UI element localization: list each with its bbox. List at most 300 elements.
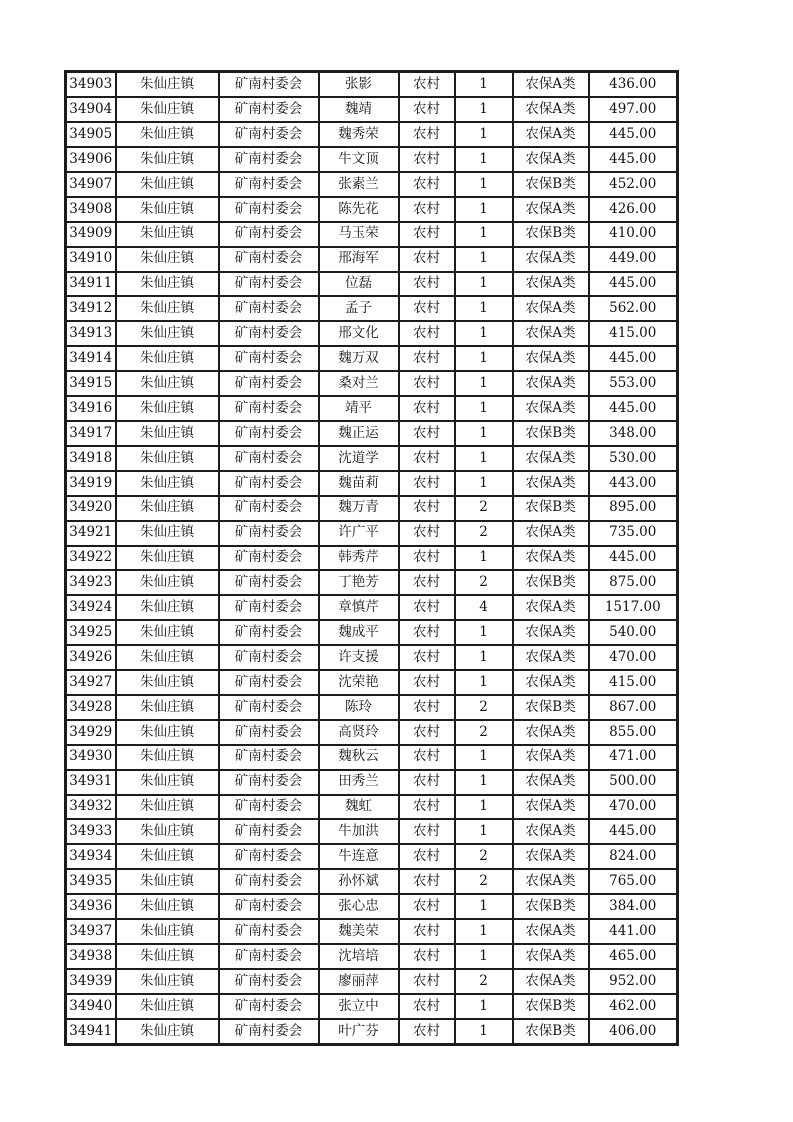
cell-serial-number: 34941 bbox=[66, 1019, 116, 1045]
cell-town: 朱仙庄镇 bbox=[116, 795, 219, 820]
cell-person-name: 孙怀斌 bbox=[319, 869, 399, 894]
cell-person-name: 张影 bbox=[319, 72, 399, 98]
cell-amount: 436.00 bbox=[589, 72, 678, 98]
cell-household-type: 农村 bbox=[399, 695, 455, 720]
cell-serial-number: 34927 bbox=[66, 670, 116, 695]
cell-household-type: 农村 bbox=[399, 1019, 455, 1045]
cell-person-count: 1 bbox=[455, 172, 513, 197]
cell-town: 朱仙庄镇 bbox=[116, 595, 219, 620]
cell-household-type: 农村 bbox=[399, 122, 455, 147]
cell-person-name: 牛连意 bbox=[319, 844, 399, 869]
cell-person-count: 1 bbox=[455, 272, 513, 297]
cell-insurance-category: 农保B类 bbox=[513, 994, 589, 1019]
cell-household-type: 农村 bbox=[399, 521, 455, 546]
cell-amount: 765.00 bbox=[589, 869, 678, 894]
cell-town: 朱仙庄镇 bbox=[116, 770, 219, 795]
cell-village-committee: 矿南村委会 bbox=[219, 1019, 319, 1045]
cell-household-type: 农村 bbox=[399, 620, 455, 645]
cell-person-name: 靖平 bbox=[319, 396, 399, 421]
cell-serial-number: 34903 bbox=[66, 72, 116, 98]
table-row bbox=[66, 595, 678, 620]
cell-amount: 445.00 bbox=[589, 272, 678, 297]
cell-village-committee: 矿南村委会 bbox=[219, 122, 319, 147]
cell-town: 朱仙庄镇 bbox=[116, 421, 219, 446]
cell-serial-number: 34905 bbox=[66, 122, 116, 147]
cell-serial-number: 34914 bbox=[66, 346, 116, 371]
cell-person-count: 1 bbox=[455, 795, 513, 820]
cell-person-count: 1 bbox=[455, 122, 513, 147]
cell-amount: 470.00 bbox=[589, 795, 678, 820]
cell-amount: 406.00 bbox=[589, 1019, 678, 1045]
cell-person-name: 许广平 bbox=[319, 521, 399, 546]
cell-person-count: 4 bbox=[455, 595, 513, 620]
cell-insurance-category: 农保A类 bbox=[513, 247, 589, 272]
table-row bbox=[66, 969, 678, 994]
cell-village-committee: 矿南村委会 bbox=[219, 869, 319, 894]
cell-amount: 855.00 bbox=[589, 720, 678, 745]
cell-person-count: 1 bbox=[455, 471, 513, 496]
cell-person-count: 1 bbox=[455, 97, 513, 122]
cell-insurance-category: 农保A类 bbox=[513, 944, 589, 969]
cell-town: 朱仙庄镇 bbox=[116, 321, 219, 346]
cell-household-type: 农村 bbox=[399, 296, 455, 321]
cell-village-committee: 矿南村委会 bbox=[219, 471, 319, 496]
table-row bbox=[66, 222, 678, 247]
cell-insurance-category: 农保A类 bbox=[513, 371, 589, 396]
cell-amount: 735.00 bbox=[589, 521, 678, 546]
cell-insurance-category: 农保A类 bbox=[513, 197, 589, 222]
cell-amount: 426.00 bbox=[589, 197, 678, 222]
cell-person-count: 1 bbox=[455, 396, 513, 421]
cell-person-count: 1 bbox=[455, 819, 513, 844]
cell-serial-number: 34925 bbox=[66, 620, 116, 645]
cell-person-count: 1 bbox=[455, 1019, 513, 1045]
insurance-roster-table bbox=[64, 70, 679, 1046]
cell-household-type: 农村 bbox=[399, 670, 455, 695]
cell-amount: 443.00 bbox=[589, 471, 678, 496]
cell-village-committee: 矿南村委会 bbox=[219, 770, 319, 795]
cell-person-count: 1 bbox=[455, 745, 513, 770]
cell-serial-number: 34932 bbox=[66, 795, 116, 820]
cell-serial-number: 34920 bbox=[66, 496, 116, 521]
cell-insurance-category: 农保A类 bbox=[513, 97, 589, 122]
cell-insurance-category: 农保A类 bbox=[513, 720, 589, 745]
cell-village-committee: 矿南村委会 bbox=[219, 570, 319, 595]
cell-person-name: 廖丽萍 bbox=[319, 969, 399, 994]
cell-serial-number: 34918 bbox=[66, 446, 116, 471]
cell-person-name: 魏苗莉 bbox=[319, 471, 399, 496]
cell-person-count: 1 bbox=[455, 994, 513, 1019]
cell-person-count: 2 bbox=[455, 969, 513, 994]
cell-insurance-category: 农保A类 bbox=[513, 595, 589, 620]
cell-serial-number: 34904 bbox=[66, 97, 116, 122]
cell-insurance-category: 农保A类 bbox=[513, 346, 589, 371]
cell-person-count: 1 bbox=[455, 222, 513, 247]
cell-person-count: 1 bbox=[455, 147, 513, 172]
cell-village-committee: 矿南村委会 bbox=[219, 496, 319, 521]
cell-amount: 562.00 bbox=[589, 296, 678, 321]
table-row bbox=[66, 1019, 678, 1045]
cell-insurance-category: 农保B类 bbox=[513, 894, 589, 919]
cell-household-type: 农村 bbox=[399, 471, 455, 496]
table-row bbox=[66, 371, 678, 396]
cell-household-type: 农村 bbox=[399, 546, 455, 571]
cell-town: 朱仙庄镇 bbox=[116, 546, 219, 571]
cell-amount: 348.00 bbox=[589, 421, 678, 446]
table-row bbox=[66, 844, 678, 869]
cell-person-name: 魏秋云 bbox=[319, 745, 399, 770]
cell-person-name: 章慎芹 bbox=[319, 595, 399, 620]
cell-person-count: 2 bbox=[455, 869, 513, 894]
cell-household-type: 农村 bbox=[399, 745, 455, 770]
cell-serial-number: 34911 bbox=[66, 272, 116, 297]
table-row bbox=[66, 869, 678, 894]
cell-town: 朱仙庄镇 bbox=[116, 570, 219, 595]
cell-household-type: 农村 bbox=[399, 272, 455, 297]
cell-amount: 415.00 bbox=[589, 670, 678, 695]
table-row bbox=[66, 321, 678, 346]
table-row bbox=[66, 695, 678, 720]
cell-serial-number: 34938 bbox=[66, 944, 116, 969]
cell-village-committee: 矿南村委会 bbox=[219, 346, 319, 371]
cell-village-committee: 矿南村委会 bbox=[219, 296, 319, 321]
cell-person-count: 1 bbox=[455, 197, 513, 222]
cell-serial-number: 34922 bbox=[66, 546, 116, 571]
cell-insurance-category: 农保A类 bbox=[513, 546, 589, 571]
cell-insurance-category: 农保A类 bbox=[513, 969, 589, 994]
cell-village-committee: 矿南村委会 bbox=[219, 795, 319, 820]
cell-person-count: 1 bbox=[455, 371, 513, 396]
cell-town: 朱仙庄镇 bbox=[116, 695, 219, 720]
cell-amount: 553.00 bbox=[589, 371, 678, 396]
cell-village-committee: 矿南村委会 bbox=[219, 919, 319, 944]
table-row bbox=[66, 197, 678, 222]
cell-serial-number: 34913 bbox=[66, 321, 116, 346]
table-row bbox=[66, 346, 678, 371]
cell-person-name: 位磊 bbox=[319, 272, 399, 297]
table-row bbox=[66, 471, 678, 496]
cell-household-type: 农村 bbox=[399, 795, 455, 820]
table-row bbox=[66, 272, 678, 297]
cell-town: 朱仙庄镇 bbox=[116, 745, 219, 770]
cell-insurance-category: 农保A类 bbox=[513, 122, 589, 147]
cell-insurance-category: 农保A类 bbox=[513, 819, 589, 844]
cell-person-name: 魏靖 bbox=[319, 97, 399, 122]
cell-amount: 445.00 bbox=[589, 819, 678, 844]
cell-amount: 465.00 bbox=[589, 944, 678, 969]
cell-amount: 445.00 bbox=[589, 396, 678, 421]
cell-person-count: 2 bbox=[455, 720, 513, 745]
cell-town: 朱仙庄镇 bbox=[116, 620, 219, 645]
cell-town: 朱仙庄镇 bbox=[116, 371, 219, 396]
table-row bbox=[66, 994, 678, 1019]
cell-amount: 1517.00 bbox=[589, 595, 678, 620]
cell-serial-number: 34908 bbox=[66, 197, 116, 222]
cell-insurance-category: 农保A类 bbox=[513, 72, 589, 98]
cell-town: 朱仙庄镇 bbox=[116, 720, 219, 745]
cell-village-committee: 矿南村委会 bbox=[219, 272, 319, 297]
cell-village-committee: 矿南村委会 bbox=[219, 546, 319, 571]
cell-town: 朱仙庄镇 bbox=[116, 122, 219, 147]
cell-amount: 415.00 bbox=[589, 321, 678, 346]
cell-serial-number: 34910 bbox=[66, 247, 116, 272]
cell-serial-number: 34915 bbox=[66, 371, 116, 396]
cell-village-committee: 矿南村委会 bbox=[219, 97, 319, 122]
cell-amount: 410.00 bbox=[589, 222, 678, 247]
cell-amount: 867.00 bbox=[589, 695, 678, 720]
cell-person-name: 张心忠 bbox=[319, 894, 399, 919]
cell-serial-number: 34906 bbox=[66, 147, 116, 172]
cell-village-committee: 矿南村委会 bbox=[219, 969, 319, 994]
cell-amount: 470.00 bbox=[589, 645, 678, 670]
cell-person-name: 沈道学 bbox=[319, 446, 399, 471]
cell-town: 朱仙庄镇 bbox=[116, 894, 219, 919]
table-row bbox=[66, 795, 678, 820]
cell-insurance-category: 农保A类 bbox=[513, 919, 589, 944]
cell-village-committee: 矿南村委会 bbox=[219, 421, 319, 446]
cell-amount: 449.00 bbox=[589, 247, 678, 272]
cell-serial-number: 34930 bbox=[66, 745, 116, 770]
cell-serial-number: 34923 bbox=[66, 570, 116, 595]
cell-amount: 462.00 bbox=[589, 994, 678, 1019]
cell-amount: 384.00 bbox=[589, 894, 678, 919]
cell-person-count: 2 bbox=[455, 844, 513, 869]
table-body bbox=[66, 72, 678, 1045]
cell-person-name: 魏虹 bbox=[319, 795, 399, 820]
table-row bbox=[66, 296, 678, 321]
cell-person-count: 1 bbox=[455, 296, 513, 321]
cell-person-count: 1 bbox=[455, 919, 513, 944]
cell-insurance-category: 农保A类 bbox=[513, 147, 589, 172]
cell-household-type: 农村 bbox=[399, 844, 455, 869]
cell-amount: 875.00 bbox=[589, 570, 678, 595]
cell-person-name: 马玉荣 bbox=[319, 222, 399, 247]
cell-town: 朱仙庄镇 bbox=[116, 919, 219, 944]
cell-town: 朱仙庄镇 bbox=[116, 272, 219, 297]
cell-town: 朱仙庄镇 bbox=[116, 844, 219, 869]
cell-town: 朱仙庄镇 bbox=[116, 222, 219, 247]
cell-household-type: 农村 bbox=[399, 346, 455, 371]
table-row bbox=[66, 670, 678, 695]
cell-amount: 497.00 bbox=[589, 97, 678, 122]
cell-insurance-category: 农保B类 bbox=[513, 222, 589, 247]
cell-town: 朱仙庄镇 bbox=[116, 819, 219, 844]
cell-person-name: 丁艳芳 bbox=[319, 570, 399, 595]
cell-household-type: 农村 bbox=[399, 321, 455, 346]
cell-person-name: 高贤玲 bbox=[319, 720, 399, 745]
cell-insurance-category: 农保A类 bbox=[513, 795, 589, 820]
cell-town: 朱仙庄镇 bbox=[116, 471, 219, 496]
cell-village-committee: 矿南村委会 bbox=[219, 321, 319, 346]
cell-insurance-category: 农保A类 bbox=[513, 321, 589, 346]
cell-village-committee: 矿南村委会 bbox=[219, 247, 319, 272]
cell-insurance-category: 农保B类 bbox=[513, 695, 589, 720]
table-row bbox=[66, 72, 678, 98]
table-row bbox=[66, 172, 678, 197]
cell-amount: 441.00 bbox=[589, 919, 678, 944]
table-row bbox=[66, 446, 678, 471]
cell-household-type: 农村 bbox=[399, 197, 455, 222]
cell-town: 朱仙庄镇 bbox=[116, 396, 219, 421]
cell-amount: 445.00 bbox=[589, 147, 678, 172]
cell-person-count: 1 bbox=[455, 894, 513, 919]
cell-person-count: 1 bbox=[455, 670, 513, 695]
cell-insurance-category: 农保A类 bbox=[513, 471, 589, 496]
cell-amount: 530.00 bbox=[589, 446, 678, 471]
cell-town: 朱仙庄镇 bbox=[116, 670, 219, 695]
cell-village-committee: 矿南村委会 bbox=[219, 745, 319, 770]
cell-household-type: 农村 bbox=[399, 222, 455, 247]
cell-amount: 500.00 bbox=[589, 770, 678, 795]
table-row bbox=[66, 894, 678, 919]
cell-household-type: 农村 bbox=[399, 770, 455, 795]
cell-serial-number: 34940 bbox=[66, 994, 116, 1019]
cell-insurance-category: 农保A类 bbox=[513, 296, 589, 321]
cell-household-type: 农村 bbox=[399, 247, 455, 272]
cell-household-type: 农村 bbox=[399, 894, 455, 919]
cell-town: 朱仙庄镇 bbox=[116, 645, 219, 670]
table-row bbox=[66, 546, 678, 571]
cell-village-committee: 矿南村委会 bbox=[219, 670, 319, 695]
cell-household-type: 农村 bbox=[399, 371, 455, 396]
cell-serial-number: 34916 bbox=[66, 396, 116, 421]
cell-village-committee: 矿南村委会 bbox=[219, 695, 319, 720]
cell-serial-number: 34907 bbox=[66, 172, 116, 197]
cell-town: 朱仙庄镇 bbox=[116, 521, 219, 546]
cell-person-count: 1 bbox=[455, 770, 513, 795]
cell-person-count: 1 bbox=[455, 446, 513, 471]
cell-insurance-category: 农保B类 bbox=[513, 570, 589, 595]
cell-person-name: 叶广芬 bbox=[319, 1019, 399, 1045]
cell-serial-number: 34919 bbox=[66, 471, 116, 496]
cell-town: 朱仙庄镇 bbox=[116, 172, 219, 197]
cell-person-name: 张素兰 bbox=[319, 172, 399, 197]
cell-household-type: 农村 bbox=[399, 994, 455, 1019]
cell-household-type: 农村 bbox=[399, 819, 455, 844]
table-row bbox=[66, 770, 678, 795]
table-row bbox=[66, 147, 678, 172]
cell-person-name: 韩秀芹 bbox=[319, 546, 399, 571]
cell-person-name: 魏正运 bbox=[319, 421, 399, 446]
cell-serial-number: 34917 bbox=[66, 421, 116, 446]
cell-person-name: 陈先花 bbox=[319, 197, 399, 222]
table-row bbox=[66, 521, 678, 546]
table-row bbox=[66, 97, 678, 122]
cell-person-count: 1 bbox=[455, 421, 513, 446]
cell-person-count: 1 bbox=[455, 247, 513, 272]
cell-person-count: 2 bbox=[455, 521, 513, 546]
table-row bbox=[66, 745, 678, 770]
cell-household-type: 农村 bbox=[399, 919, 455, 944]
cell-village-committee: 矿南村委会 bbox=[219, 396, 319, 421]
cell-insurance-category: 农保B类 bbox=[513, 1019, 589, 1045]
cell-town: 朱仙庄镇 bbox=[116, 346, 219, 371]
cell-serial-number: 34934 bbox=[66, 844, 116, 869]
cell-town: 朱仙庄镇 bbox=[116, 869, 219, 894]
cell-household-type: 农村 bbox=[399, 720, 455, 745]
cell-town: 朱仙庄镇 bbox=[116, 1019, 219, 1045]
cell-person-name: 张立中 bbox=[319, 994, 399, 1019]
cell-insurance-category: 农保A类 bbox=[513, 869, 589, 894]
cell-household-type: 农村 bbox=[399, 172, 455, 197]
cell-person-count: 1 bbox=[455, 546, 513, 571]
cell-insurance-category: 农保A类 bbox=[513, 620, 589, 645]
cell-person-name: 沈培培 bbox=[319, 944, 399, 969]
cell-household-type: 农村 bbox=[399, 147, 455, 172]
cell-person-name: 陈玲 bbox=[319, 695, 399, 720]
cell-serial-number: 34912 bbox=[66, 296, 116, 321]
cell-town: 朱仙庄镇 bbox=[116, 994, 219, 1019]
cell-village-committee: 矿南村委会 bbox=[219, 994, 319, 1019]
cell-village-committee: 矿南村委会 bbox=[219, 819, 319, 844]
table-row bbox=[66, 247, 678, 272]
cell-town: 朱仙庄镇 bbox=[116, 944, 219, 969]
cell-serial-number: 34909 bbox=[66, 222, 116, 247]
cell-person-count: 1 bbox=[455, 346, 513, 371]
cell-town: 朱仙庄镇 bbox=[116, 296, 219, 321]
cell-person-count: 2 bbox=[455, 496, 513, 521]
cell-person-name: 魏万青 bbox=[319, 496, 399, 521]
cell-insurance-category: 农保A类 bbox=[513, 745, 589, 770]
table-row bbox=[66, 620, 678, 645]
cell-insurance-category: 农保A类 bbox=[513, 446, 589, 471]
cell-insurance-category: 农保A类 bbox=[513, 844, 589, 869]
cell-amount: 540.00 bbox=[589, 620, 678, 645]
cell-town: 朱仙庄镇 bbox=[116, 72, 219, 98]
cell-person-name: 牛文顶 bbox=[319, 147, 399, 172]
cell-town: 朱仙庄镇 bbox=[116, 446, 219, 471]
cell-town: 朱仙庄镇 bbox=[116, 969, 219, 994]
cell-household-type: 农村 bbox=[399, 944, 455, 969]
cell-village-committee: 矿南村委会 bbox=[219, 222, 319, 247]
cell-person-name: 牛加洪 bbox=[319, 819, 399, 844]
cell-village-committee: 矿南村委会 bbox=[219, 147, 319, 172]
cell-serial-number: 34935 bbox=[66, 869, 116, 894]
table-row bbox=[66, 919, 678, 944]
cell-household-type: 农村 bbox=[399, 595, 455, 620]
cell-amount: 445.00 bbox=[589, 122, 678, 147]
cell-insurance-category: 农保A类 bbox=[513, 396, 589, 421]
cell-insurance-category: 农保A类 bbox=[513, 645, 589, 670]
cell-village-committee: 矿南村委会 bbox=[219, 72, 319, 98]
cell-serial-number: 34921 bbox=[66, 521, 116, 546]
cell-serial-number: 34926 bbox=[66, 645, 116, 670]
cell-household-type: 农村 bbox=[399, 570, 455, 595]
cell-person-name: 邢海军 bbox=[319, 247, 399, 272]
table-row bbox=[66, 570, 678, 595]
table-row bbox=[66, 122, 678, 147]
cell-village-committee: 矿南村委会 bbox=[219, 645, 319, 670]
cell-household-type: 农村 bbox=[399, 869, 455, 894]
cell-person-name: 魏万双 bbox=[319, 346, 399, 371]
cell-village-committee: 矿南村委会 bbox=[219, 197, 319, 222]
cell-insurance-category: 农保A类 bbox=[513, 670, 589, 695]
cell-amount: 445.00 bbox=[589, 346, 678, 371]
cell-village-committee: 矿南村委会 bbox=[219, 620, 319, 645]
cell-insurance-category: 农保B类 bbox=[513, 421, 589, 446]
cell-town: 朱仙庄镇 bbox=[116, 197, 219, 222]
cell-household-type: 农村 bbox=[399, 97, 455, 122]
cell-town: 朱仙庄镇 bbox=[116, 97, 219, 122]
cell-village-committee: 矿南村委会 bbox=[219, 894, 319, 919]
cell-person-name: 魏美荣 bbox=[319, 919, 399, 944]
cell-person-count: 1 bbox=[455, 321, 513, 346]
cell-person-name: 孟子 bbox=[319, 296, 399, 321]
cell-village-committee: 矿南村委会 bbox=[219, 446, 319, 471]
cell-household-type: 农村 bbox=[399, 645, 455, 670]
cell-person-count: 2 bbox=[455, 570, 513, 595]
cell-insurance-category: 农保B类 bbox=[513, 496, 589, 521]
